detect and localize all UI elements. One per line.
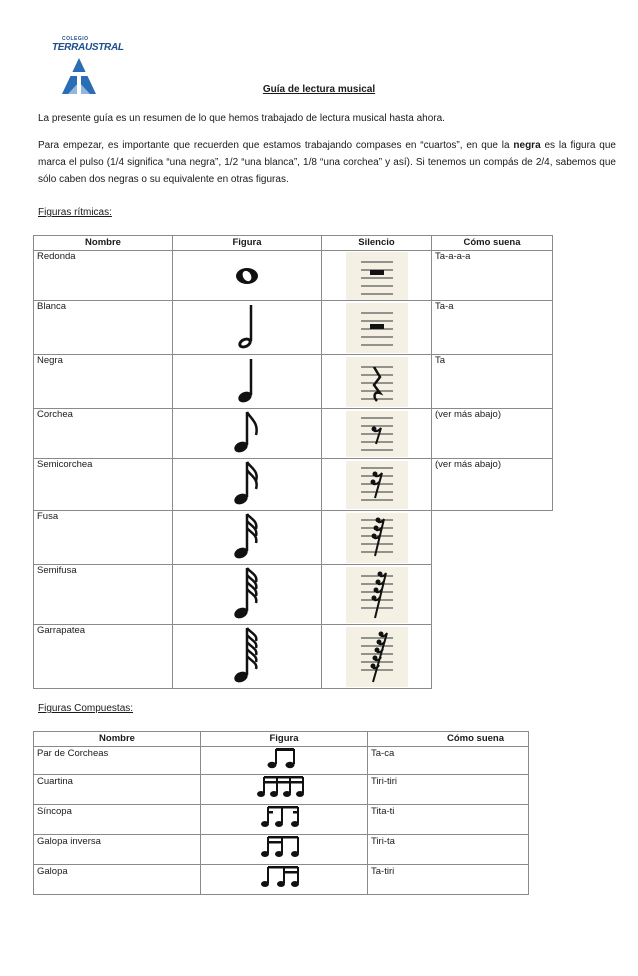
table-row <box>34 511 553 565</box>
figure-cell <box>201 805 368 835</box>
table-row <box>34 625 553 689</box>
rest-cell <box>322 565 432 625</box>
thirty-second-note-icon <box>227 511 267 561</box>
figure-cell <box>173 409 322 459</box>
figure-cell <box>201 747 368 775</box>
rest-cell <box>322 511 432 565</box>
eighth-pair-icon <box>264 747 304 769</box>
row-name: Galopa <box>34 865 201 895</box>
rhythmic-figures-heading: Figuras rítmicas: <box>38 207 112 218</box>
header-silencio: Silencio <box>322 236 432 251</box>
table-row <box>34 805 529 835</box>
reverse-gallop-icon <box>260 835 308 859</box>
table-row <box>34 459 553 511</box>
row-name: Negra <box>34 355 173 409</box>
figure-cell <box>173 459 322 511</box>
table-row <box>34 565 553 625</box>
intro-paragraph: La presente guía es un resumen de lo que hemos trabajado de lectura musical hasta ahora. <box>38 113 445 124</box>
logo-brand-text: TERRAUSTRAL <box>52 42 124 53</box>
quarter-rest-icon <box>357 359 397 405</box>
gallop-icon <box>260 865 308 889</box>
hundred-twenty-eighth-note-icon <box>227 625 267 685</box>
sixteenth-note-icon <box>227 459 267 507</box>
rest-cell <box>322 625 432 689</box>
header-figura: Figura <box>173 236 322 251</box>
table-row <box>34 747 529 775</box>
eighth-note-icon <box>227 409 267 455</box>
figure-cell <box>173 355 322 409</box>
row-name: Semifusa <box>34 565 173 625</box>
row-sound: Tita-ti <box>368 805 529 835</box>
table-row <box>34 835 529 865</box>
row-sound: Ta-a-a-a <box>432 251 553 301</box>
row-name: Semicorchea <box>34 459 173 511</box>
table-row <box>34 251 553 301</box>
row-name: Galopa inversa <box>34 835 201 865</box>
row-sound: Ta-tiri <box>368 865 529 895</box>
syncopation-icon <box>260 805 308 829</box>
figure-cell <box>173 565 322 625</box>
rest-cell <box>322 301 432 355</box>
table-header-row <box>34 236 553 251</box>
row-sound: Ta-ca <box>368 747 529 775</box>
page-title: Guía de lectura musical <box>262 84 376 95</box>
sixteenth-rest-icon <box>357 462 397 508</box>
sixty-fourth-rest-icon <box>357 568 397 622</box>
whole-rest-icon <box>357 254 397 298</box>
header-nombre: Nombre <box>34 732 201 747</box>
compound-figures-table <box>33 731 529 895</box>
header-figura: Figura <box>201 732 368 747</box>
rest-cell <box>322 409 432 459</box>
row-name: Garrapatea <box>34 625 173 689</box>
thirty-second-rest-icon <box>357 514 397 562</box>
row-name: Fusa <box>34 511 173 565</box>
header-nombre: Nombre <box>34 236 173 251</box>
rest-cell <box>322 355 432 409</box>
rest-cell <box>322 459 432 511</box>
half-rest-icon <box>357 305 397 351</box>
table-row <box>34 301 553 355</box>
logo-small-text: COLEGIO <box>62 36 89 42</box>
table-header-row <box>34 732 529 747</box>
table-row <box>34 865 529 895</box>
hundred-twenty-eighth-rest-icon <box>357 628 397 686</box>
row-sound: Tiri-tiri <box>368 775 529 805</box>
four-sixteenths-icon <box>256 775 312 799</box>
row-name: Par de Corcheas <box>34 747 201 775</box>
row-sound: (ver más abajo) <box>432 459 553 511</box>
whole-note-icon <box>227 254 267 294</box>
header-como-suena: Cómo suena <box>432 236 553 251</box>
half-note-icon <box>227 301 267 351</box>
row-name: Blanca <box>34 301 173 355</box>
pulse-paragraph: Para empezar, es importante que recuerden que estamos trabajando compases en “cuartos”, en que la negra es la figura que marca el pulso (1/4 significa “una negra”, 1/2 “una blanca”, 1/8 “una corchea” y así). Si tenemos un compás de 2/4, sabemos que sólo caben dos negras o su equivalente en otras figuras. <box>38 140 616 185</box>
row-name: Cuartina <box>34 775 201 805</box>
header-como-suena: Cómo suena <box>368 732 529 747</box>
table-row <box>34 409 553 459</box>
figure-cell <box>201 835 368 865</box>
figure-cell <box>173 511 322 565</box>
compound-figures-heading: Figuras Compuestas: <box>38 703 134 714</box>
figure-cell <box>173 625 322 689</box>
row-name: Corchea <box>34 409 173 459</box>
table-row <box>34 775 529 805</box>
rhythmic-figures-table <box>33 235 553 689</box>
sixty-fourth-note-icon <box>227 565 267 621</box>
figure-cell <box>173 251 322 301</box>
row-sound: Ta <box>432 355 553 409</box>
table-row <box>34 355 553 409</box>
quarter-note-icon <box>227 355 267 405</box>
eighth-rest-icon <box>357 412 397 456</box>
row-sound: Tiri-ta <box>368 835 529 865</box>
rest-cell <box>322 251 432 301</box>
row-name: Síncopa <box>34 805 201 835</box>
figure-cell <box>173 301 322 355</box>
row-name: Redonda <box>34 251 173 301</box>
row-sound: Ta-a <box>432 301 553 355</box>
row-sound: (ver más abajo) <box>432 409 553 459</box>
figure-cell <box>201 865 368 895</box>
figure-cell <box>201 775 368 805</box>
